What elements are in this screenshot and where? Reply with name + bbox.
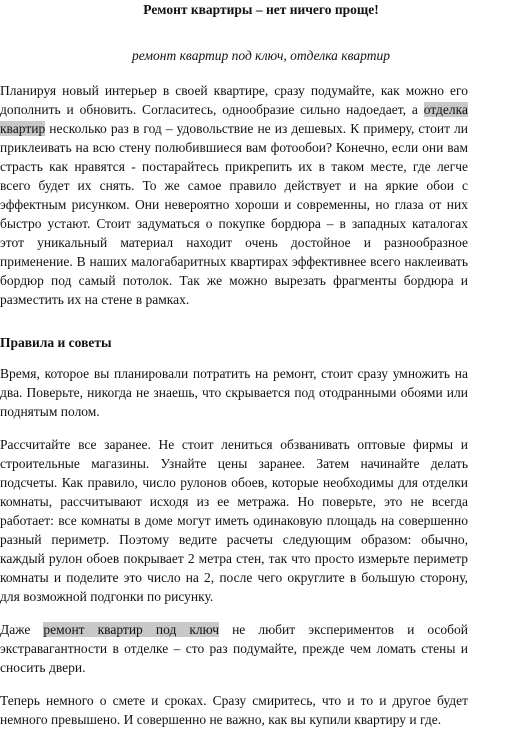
- paragraph-estimate: Теперь немного о смете и сроках. Сразу смиритесь, что и то и другое будет немного превышено. И совершенно не важно, как вы купили квартиру и где.: [0, 693, 468, 727]
- highlighted-keyword-link[interactable]: ремонт квартир под ключ: [43, 622, 220, 637]
- paragraph-turnkey: [0, 620, 468, 677]
- document-title: Ремонт квартиры – нет ничего проще!: [143, 2, 379, 17]
- document-subtitle: ремонт квартир под ключ, отделка квартир: [132, 48, 390, 63]
- paragraph-intro: [0, 81, 468, 309]
- paragraph-text: несколько раз в год – удовольствие не из дешевых. К примеру, стоит ли приклеивать на всю стену полюбившиеся вам фотообои? Конечно, если они вам страсть как нравятся - постарайтесь прикрепить их в таком месте, где легче всего будет их снять. То же самое правило действует и на яркие обои с эффектным рисунком. Они невероятно хороши и современны, но глаза от них быстро устают. Стоит задуматься о покупке бордюра – в западных каталогах этот уникальный материал находит очень достойное и разнообразное применение. В наших малогабаритных квартирах эффективнее всего наклеивать бордюр под самый потолок. Так же можно вырезать фрагменты бордюра и разместить их на стене в рамках.: [0, 121, 468, 307]
- section-heading: Правила и советы: [0, 335, 112, 350]
- paragraph-text: не любит экспериментов и особой экстравагантности в отделке – сто раз подумайте, прежде чем ломать стены и сносить двери.: [0, 622, 469, 675]
- paragraph-text: Планируя новый интерьер в своей квартире, сразу подумайте, как можно его дополнить и обновить. Согласитесь, однообразие сильно надоедает, а: [0, 83, 468, 117]
- document-body: [0, 81, 468, 743]
- paragraph-time: Время, которое вы планировали потратить на ремонт, стоит сразу умножить на два. Поверьте, никогда не знаешь, что скрывается под отодранными обоями или поднятым полом.: [0, 366, 468, 419]
- paragraph-text: Даже: [0, 622, 44, 637]
- highlighted-keyword-link[interactable]: отделка квартир: [0, 102, 468, 136]
- paragraph-calculation: Рассчитайте все заранее. Не стоит лениться обзванивать оптовые фирмы и строительные магазины. Узнайте цены заранее. Затем начинайте делать подсчеты. Как правило, число рулонов обоев, которые необходимы для отделки комнаты, рассчитывают исходя из ее метража. Но поверьте, это не всегда работает: все комнаты в доме могут иметь одинаковую площадь на совершенно разный периметр. Поэтому ведите расчеты следующим образом: обычно, каждый рулон обоев покрывает 2 метра стен, так что просто измерьте периметр комнаты и поделите это число на 2, после чего округлите в большую сторону, для возможной подгонки по рисунку.: [0, 437, 468, 604]
